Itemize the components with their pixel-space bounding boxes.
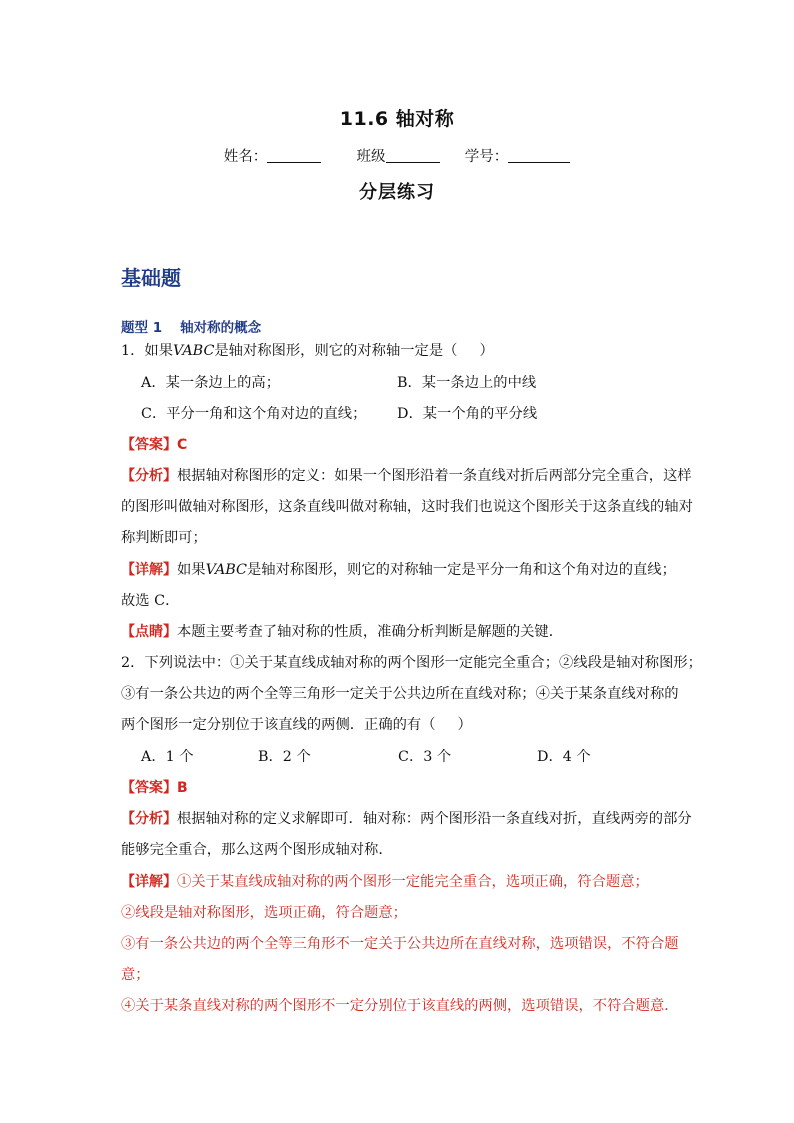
class-label: 班级 (356, 149, 386, 165)
q1-triangle: VABC (173, 343, 215, 359)
q1-detail-line-2: 故选 C． (121, 593, 180, 609)
q1-analysis-line-3: 称判断即可； (121, 530, 207, 546)
q2-detail-line-3: ③有一条公共边的两个全等三角形不一定关于公共边所在直线对称，选项错误，不符合题 (121, 936, 679, 952)
q1-stem-prefix: 1．如果 (121, 343, 173, 359)
q2-stem-line-2: ③有一条公共边的两个全等三角形一定关于公共边所在直线对称；④关于某条直线对称的 (121, 686, 679, 702)
q1-stem (121, 341, 681, 361)
page-subtitle: 分层练习 (359, 182, 435, 203)
q2-detail-line-4: 意； (121, 967, 150, 983)
id-label: 学号： (464, 149, 509, 165)
q2-analysis-line-1 (121, 809, 692, 829)
q1-option-d: D．某一个角的平分线 (397, 406, 538, 422)
name-blank (267, 162, 321, 163)
detail-tag: 【详解】 (121, 874, 177, 890)
q2-stem-line-1: 2．下列说法中：①关于某直线成轴对称的两个图形一定能完全重合；②线段是轴对称图形； (121, 655, 702, 671)
q2-analysis-line-2: 能够完全重合，那么这两个图形成轴对称． (121, 842, 393, 858)
q1-answer (121, 435, 681, 455)
q2-answer (121, 778, 681, 798)
q2-option-a: A．1 个 (141, 749, 194, 765)
name-label: 姓名： (223, 149, 268, 165)
q1-analysis-line-1 (121, 466, 692, 486)
analysis-text: 根据轴对称图形的定义：如果一个图形沿着一条直线对折后两部分完全重合，这样 (177, 468, 692, 484)
q1-option-b: B．某一条边上的中线 (397, 375, 537, 391)
analysis-text: 根据轴对称的定义求解即可．轴对称：两个图形沿一条直线对折，直线两旁的部分 (177, 811, 692, 827)
question-type-heading (121, 316, 261, 336)
q2-detail-line-2: ②线段是轴对称图形，选项正确，符合题意； (121, 905, 407, 921)
id-blank (508, 162, 570, 163)
q2-stem-line-3 (121, 715, 681, 735)
detail-text: 是轴对称图形，则它的对称轴一定是平分一角和这个角对边的直线； (246, 562, 676, 578)
detail-triangle: VABC (205, 562, 247, 578)
answer-value: B (177, 780, 188, 796)
q2-stem-close: ） (457, 717, 472, 733)
q2-option-b: B．2 个 (258, 749, 311, 765)
type-label: 题型 1 (121, 320, 163, 336)
answer-tag: 【答案】 (121, 437, 177, 453)
q2-stem-body: 两个图形一定分别位于该直线的两侧．正确的有（ (121, 717, 436, 733)
analysis-tag: 【分析】 (121, 811, 177, 827)
q1-option-a: A．某一条边上的高； (141, 375, 280, 391)
q2-option-d: D．4 个 (537, 749, 591, 765)
q2-option-c: C．3 个 (398, 749, 452, 765)
q1-detail-line-1 (121, 560, 681, 580)
detail-tag: 【详解】 (121, 562, 177, 578)
q2-detail-line-1 (121, 872, 681, 892)
q1-comment (121, 622, 681, 642)
q1-option-c: C．平分一角和这个角对边的直线； (141, 406, 367, 422)
comment-text: 本题主要考查了轴对称的性质，准确分析判断是解题的关键． (177, 624, 564, 640)
q1-stem-close: ） (479, 343, 494, 359)
answer-value: C (177, 437, 188, 453)
student-info-line (0, 145, 794, 166)
q2-detail-line-5: ④关于某条直线对称的两个图形不一定分别位于该直线的两侧，选项错误，不符合题意． (121, 998, 679, 1014)
class-blank (386, 162, 440, 163)
answer-tag: 【答案】 (121, 780, 177, 796)
q1-stem-body: 是轴对称图形，则它的对称轴一定是（ (214, 343, 458, 359)
type-name: 轴对称的概念 (180, 320, 262, 336)
analysis-tag: 【分析】 (121, 468, 177, 484)
page-title: 11.6 轴对称 (339, 108, 455, 130)
detail-prefix: 如果 (177, 562, 206, 578)
comment-tag: 【点睛】 (121, 624, 177, 640)
q1-analysis-line-2: 的图形叫做轴对称图形，这条直线叫做对称轴，这时我们也说这个图形关于这条直线的轴对 (121, 499, 693, 515)
detail-text: ①关于某直线成轴对称的两个图形一定能完全重合，选项正确，符合题意； (177, 874, 649, 890)
section-heading: 基础题 (121, 266, 181, 290)
